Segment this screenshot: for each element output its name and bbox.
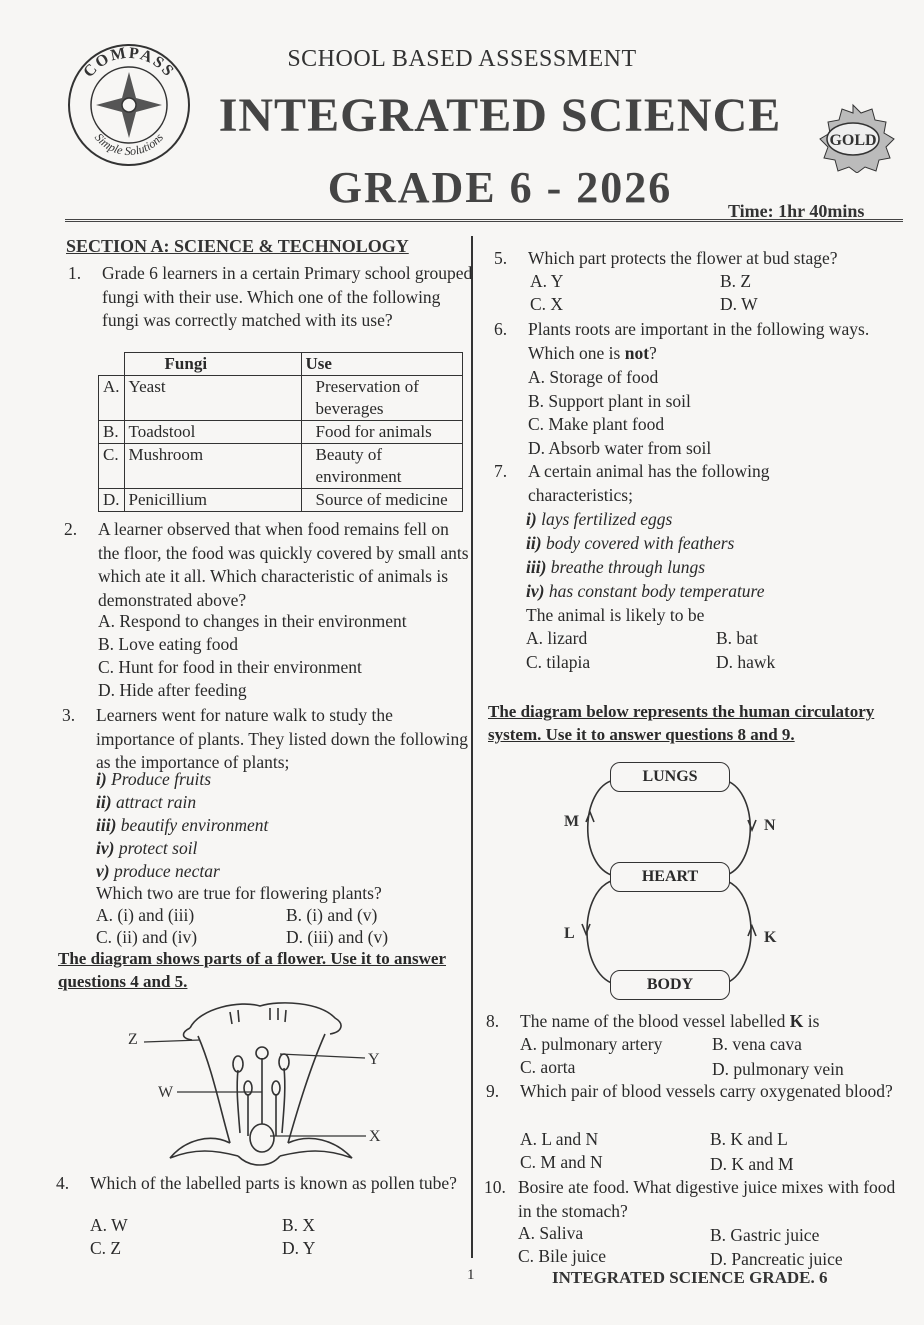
option-c: C. tilapia <box>526 652 591 672</box>
body-box: BODY <box>610 970 730 1000</box>
question-text: A learner observed that when food remains fell on the floor, the food was quickly covered by small ants which ate it all. Which characteristic of animals is demonstrated above? <box>98 519 469 610</box>
fungi-table <box>98 352 463 512</box>
question-text: The name of the blood vessel labelled K is <box>520 1011 820 1031</box>
table-row: C. Mushroom Beauty of environment <box>99 444 463 489</box>
list-item: ii) body covered with feathers <box>526 533 735 553</box>
question-number: 1. <box>68 263 82 283</box>
question-8 <box>486 1010 896 1034</box>
question-number: 4. <box>56 1173 70 1193</box>
question-text: Plants roots are important in the following ways. Which one is not? <box>528 319 870 363</box>
list-item: i) lays fertilized eggs <box>526 509 673 529</box>
option-c: C. X <box>530 294 564 314</box>
badge-text: GOLD <box>829 132 877 149</box>
option-b: B. Love eating food <box>98 634 238 654</box>
circulatory-diagram <box>560 758 800 1008</box>
table-header-use: Use <box>301 353 462 376</box>
option-c: C. Hunt for food in their environment <box>98 657 362 677</box>
vessel-label-l: L <box>564 925 575 942</box>
question-number: 3. <box>62 705 76 725</box>
option-d: D. hawk <box>716 652 776 672</box>
option-b: B. (i) and (v) <box>286 905 378 925</box>
page-number: 1 <box>467 1267 475 1283</box>
option-c: C. (ii) and (iv) <box>96 927 198 947</box>
logo-motto: Simple Solutions <box>91 130 167 159</box>
option-b: B. vena cava <box>712 1034 802 1054</box>
table-row: A. Yeast Preservation of beverages <box>99 376 463 421</box>
flower-label-x: X <box>369 1128 381 1145</box>
question-text: A certain animal has the following characteristics; <box>528 461 770 505</box>
question-text: Which of the labelled parts is known as pollen tube? <box>90 1173 457 1193</box>
question-3 <box>62 704 474 776</box>
question-text: Which pair of blood vessels carry oxygenated blood? <box>520 1081 893 1101</box>
question-number: 10. <box>484 1177 506 1197</box>
question-4 <box>56 1172 470 1220</box>
question-number: 5. <box>494 248 508 268</box>
option-d: D. Y <box>282 1238 316 1258</box>
question-number: 2. <box>64 519 78 539</box>
vessel-label-m: M <box>564 813 580 830</box>
question-text: Grade 6 learners in a certain Primary school grouped fungi with their use. Which one of the following fungi was correctly matched with its use? <box>102 263 473 330</box>
table-row: D. Penicillium Source of medicine <box>99 489 463 512</box>
list-item: iv) has constant body temperature <box>526 581 765 601</box>
option-a: A. pulmonary artery <box>520 1034 663 1054</box>
option-d: D. (iii) and (v) <box>286 927 389 947</box>
option-b: B. X <box>282 1215 316 1235</box>
question-prompt: Which two are true for flowering plants? <box>96 883 382 903</box>
question-text: Which part protects the flower at bud stage? <box>528 248 838 268</box>
option-c: C. Z <box>90 1238 122 1258</box>
option-b: B. Support plant in soil <box>528 391 691 411</box>
section-a-heading: SECTION A: SCIENCE & TECHNOLOGY <box>66 236 409 256</box>
footer-title: INTEGRATED SCIENCE GRADE. 6 <box>552 1268 828 1287</box>
option-a: A. lizard <box>526 628 588 648</box>
vessel-label-n: N <box>764 817 776 834</box>
flower-label-w: W <box>158 1084 174 1101</box>
time-allowed: Time: 1hr 40mins <box>728 201 865 221</box>
option-d: D. Pancreatic juice <box>710 1249 843 1269</box>
question-number: 8. <box>486 1011 500 1031</box>
option-c: C. M and N <box>520 1152 603 1172</box>
option-a: A. (i) and (iii) <box>96 905 195 925</box>
question-number: 7. <box>494 461 508 481</box>
option-c: C. Make plant food <box>528 414 665 434</box>
header-divider <box>65 219 903 222</box>
question-prompt: The animal is likely to be <box>526 605 705 625</box>
option-c: C. Bile juice <box>518 1246 606 1266</box>
flower-label-z: Z <box>128 1031 138 1048</box>
heart-box: HEART <box>610 862 730 892</box>
option-b: B. K and L <box>710 1129 788 1149</box>
option-a: A. W <box>90 1215 128 1235</box>
option-a: A. Respond to changes in their environment <box>98 611 407 631</box>
option-a: A. Y <box>530 271 564 291</box>
question-text: Learners went for nature walk to study the importance of plants. They listed down the following as the importance of plants; <box>96 705 468 772</box>
list-item: iii) beautify environment <box>96 815 269 835</box>
option-d: D. Absorb water from soil <box>528 438 712 458</box>
option-b: B. Z <box>720 271 752 291</box>
option-c: C. aorta <box>520 1057 576 1077</box>
list-item: iii) breathe through lungs <box>526 557 706 577</box>
option-d: D. K and M <box>710 1154 794 1174</box>
question-number: 9. <box>486 1081 500 1101</box>
question-number: 6. <box>494 319 508 339</box>
list-item: iv) protect soil <box>96 838 198 858</box>
question-6 <box>494 318 902 366</box>
lungs-box: LUNGS <box>610 762 730 792</box>
table-header-fungi: Fungi <box>124 353 301 376</box>
grade-title: GRADE 6 - 2026 <box>327 163 673 212</box>
circulatory-diagram-instruction: The diagram below represents the human circulatory system. Use it to answer questions 8 and 9. <box>488 702 875 744</box>
list-item: i) Produce fruits <box>96 769 212 789</box>
question-5 <box>494 247 894 271</box>
question-7 <box>494 460 834 508</box>
option-a: A. L and N <box>520 1129 599 1149</box>
flower-diagram-instruction: The diagram shows parts of a flower. Use it to answer questions 4 and 5. <box>58 949 446 991</box>
flower-diagram <box>120 998 400 1170</box>
table-row: B. Toadstool Food for animals <box>99 421 463 444</box>
vessel-label-k: K <box>764 929 777 946</box>
question-10 <box>484 1176 898 1224</box>
question-1 <box>68 262 474 352</box>
option-b: B. bat <box>716 628 758 648</box>
list-item: v) produce nectar <box>96 861 220 881</box>
option-b: B. Gastric juice <box>710 1225 820 1245</box>
question-text: Bosire ate food. What digestive juice mixes with food in the stomach? <box>518 1177 896 1221</box>
logo-ring-text: COMPASS <box>80 44 178 81</box>
option-d: D. Hide after feeding <box>98 680 247 700</box>
question-2 <box>64 518 474 612</box>
option-d: D. pulmonary vein <box>712 1059 844 1079</box>
option-d: D. W <box>720 294 758 314</box>
question-9 <box>486 1080 894 1128</box>
subject-title: INTEGRATED SCIENCE <box>218 89 782 142</box>
option-a: A. Saliva <box>518 1223 584 1243</box>
gold-badge-icon <box>808 103 898 173</box>
assessment-title: SCHOOL BASED ASSESSMENT <box>287 46 637 72</box>
flower-label-y: Y <box>368 1051 380 1068</box>
option-a: A. Storage of food <box>528 367 659 387</box>
list-item: ii) attract rain <box>96 792 197 812</box>
